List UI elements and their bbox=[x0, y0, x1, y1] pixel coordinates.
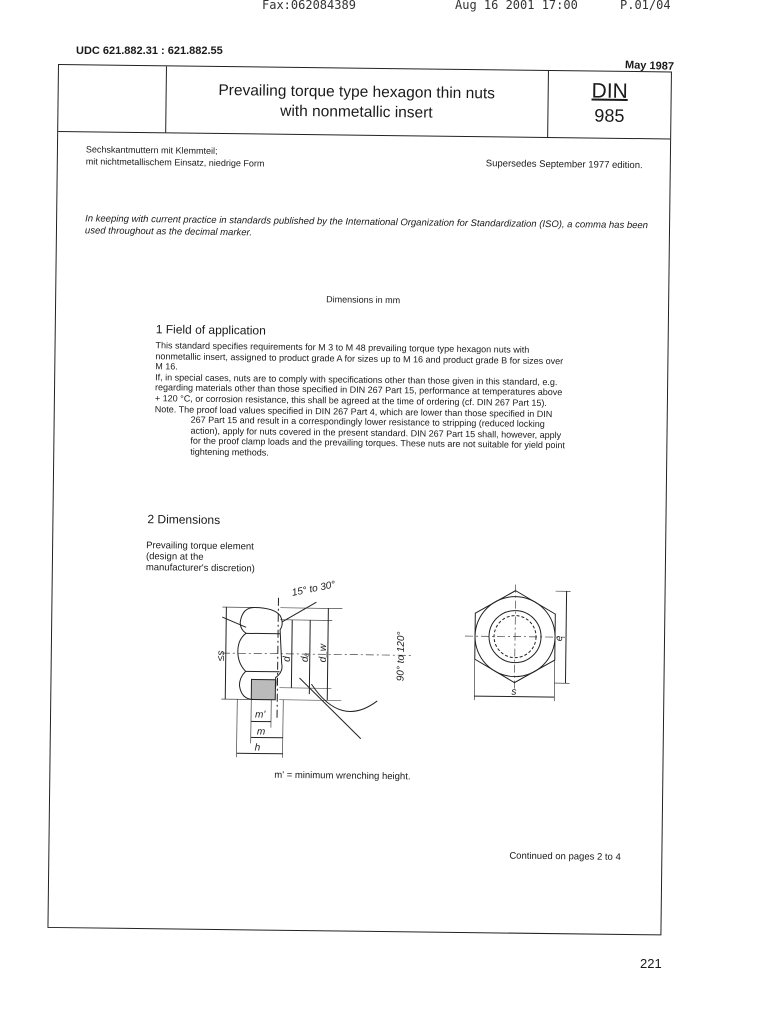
footnote: m' = minimum wrenching height. bbox=[274, 769, 411, 783]
issue-date: May 1987 bbox=[624, 59, 675, 73]
fax-page: P.01/04 bbox=[620, 0, 671, 12]
section-2-heading: 2 Dimensions bbox=[147, 512, 221, 528]
standard-number bbox=[548, 71, 671, 138]
blank-cell bbox=[58, 65, 167, 132]
fax-number: Fax:062084389 bbox=[262, 0, 356, 12]
fax-datetime: Aug 16 2001 17:00 bbox=[455, 0, 578, 12]
section-1-body bbox=[154, 340, 567, 462]
document-title bbox=[165, 66, 549, 137]
title-line-2: with nonmetallic insert bbox=[280, 102, 433, 122]
paragraph: If, in special cases, nuts are to comply with specifications other than those given in this standard, e.g. regarding materials other than those specified in DIN 267 Part 15, performance at temperatures above + 120 °C, or corrosion resistance, this shall be agreed at the time of ordering (cf. DIN 267 Part 15). bbox=[154, 371, 563, 408]
s-side-label: ≤s bbox=[215, 650, 227, 662]
d-label: d bbox=[281, 656, 293, 662]
iso-note: In keeping with current practice in standards published by the International Organization for Standardization (ISO), a comma has been used throughout as the decimal marker. bbox=[84, 213, 649, 239]
din-label: DIN bbox=[591, 79, 628, 103]
udc-code: UDC 621.882.31 : 621.882.55 bbox=[76, 45, 223, 57]
drawing-caption: Prevailing torque element (design at the manufacturer's discretion) bbox=[145, 540, 255, 575]
angle-top-label: 15° to 30° bbox=[290, 579, 337, 599]
page-number: 221 bbox=[640, 956, 662, 971]
units-note: Dimensions in mm bbox=[326, 294, 401, 306]
angle-side-label: 90° to 120° bbox=[395, 631, 408, 682]
german-title bbox=[86, 143, 265, 169]
continued-note: Continued on pages 2 to 4 bbox=[509, 850, 621, 863]
da-label: dₐ bbox=[299, 652, 311, 663]
title-block bbox=[58, 65, 671, 139]
german-title-line-2: mit nichtmetallischem Einsatz, niedrige Form bbox=[85, 156, 265, 169]
document-frame bbox=[47, 64, 672, 935]
title-line-1: Prevailing torque type hexagon thin nuts bbox=[218, 81, 496, 103]
e-label: e bbox=[553, 635, 566, 642]
dw-label: d_w bbox=[317, 643, 329, 663]
paragraph: This standard specifies requirements for M 3 to M 48 prevailing torque type hexagon nuts with nonmetallic insert, assigned to product grade A for sizes up to M 16 and product grade B for sizes over M 16. bbox=[155, 340, 564, 372]
din-number: 985 bbox=[594, 105, 625, 126]
german-title-line-1: Sechskantmuttern mit Klemmteil; bbox=[85, 144, 218, 156]
h-label: h bbox=[254, 742, 261, 754]
nut-drawing bbox=[190, 567, 572, 772]
s-label: s bbox=[511, 686, 517, 698]
supersedes-note: Supersedes September 1977 edition. bbox=[485, 158, 643, 172]
m-label: m bbox=[256, 726, 266, 738]
section-1-heading: 1 Field of application bbox=[155, 322, 266, 338]
mw-label: m' bbox=[254, 709, 266, 721]
note-paragraph: Note. The proof load values specified in DIN 267 Part 4, which are lower than those specified in DIN 267 Part 15 and result in a correspondingly lower resistance to stripping (reduced locking action), apply for nuts covered in the present standard. DIN 267 Part 15 shall, however, apply for the proof clamp loads and the prevailing torques. These nuts are not suitable for yield point tightening methods. bbox=[154, 403, 565, 458]
